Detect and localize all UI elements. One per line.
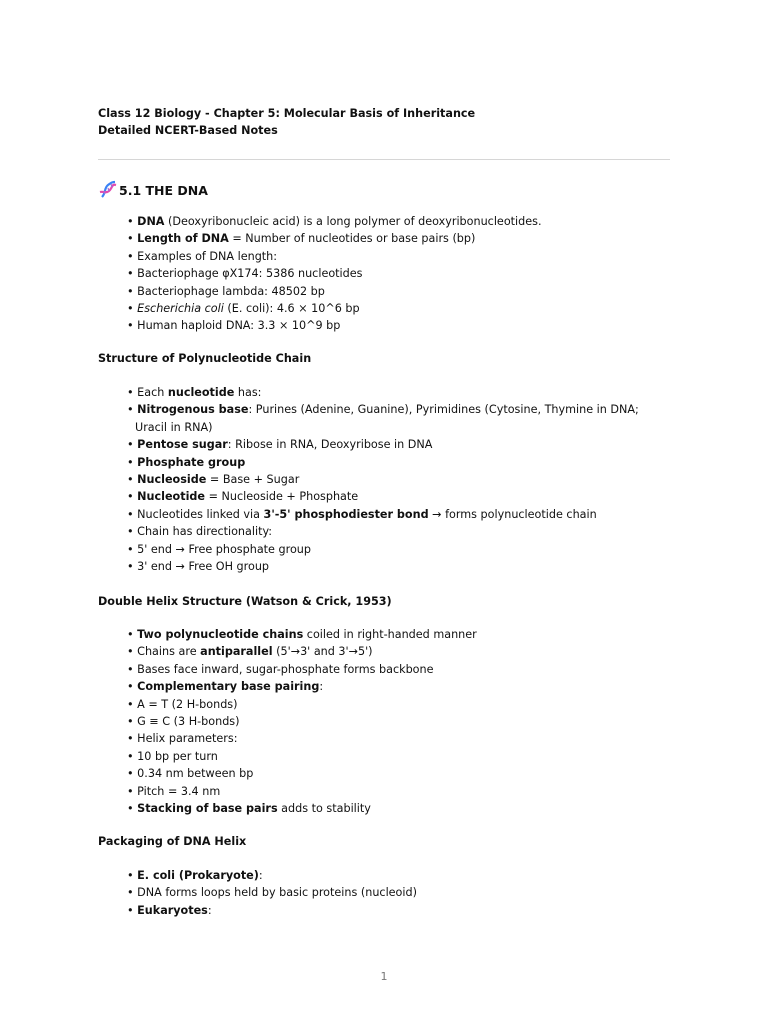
list-item: • Bases face inward, sugar-phosphate forms backbone xyxy=(127,662,434,676)
item-term: DNA xyxy=(137,215,165,228)
intro-bullet-list xyxy=(127,213,667,335)
item-text: Chains are xyxy=(137,645,201,659)
document-header xyxy=(98,106,475,139)
list-item: • Bacteriophage φX174: 5386 nucleotides xyxy=(127,267,363,281)
section-heading xyxy=(98,180,208,200)
list-item: • Nucleotides linked via 3'-5' phosphodiester bond → forms polynucleotide chain xyxy=(127,507,597,521)
divider xyxy=(98,159,670,160)
item-text: Pitch = 3.4 nm xyxy=(137,784,221,798)
item-term: Nitrogenous base xyxy=(137,403,249,417)
item-text: : Ribose in RNA, Deoxyribose in DNA xyxy=(227,438,433,452)
list-item: • Nucleoside = Base + Sugar xyxy=(127,473,300,487)
item-term: antiparallel xyxy=(200,645,273,659)
item-text: = Nucleoside + Phosphate xyxy=(205,490,359,504)
item-species-name: Escherichia coli xyxy=(137,302,224,316)
list-item: • 0.34 nm between bp xyxy=(127,767,254,781)
item-term: E. coli (Prokaryote) xyxy=(137,869,259,882)
list-item: • Each nucleotide has: xyxy=(127,386,262,399)
item-text: has: xyxy=(234,386,262,399)
item-text: 3' end → Free OH group xyxy=(137,560,270,574)
list-item: • Length of DNA = Number of nucleotides or base pairs (bp) xyxy=(127,232,476,246)
item-term: Two polynucleotide chains xyxy=(137,628,304,641)
item-text: Chain has directionality: xyxy=(137,525,273,539)
list-item: • Eukaryotes: xyxy=(127,903,212,917)
item-text: Bases face inward, sugar-phosphate forms backbone xyxy=(137,662,434,676)
list-item: • Escherichia coli (E. coli): 4.6 × 10^6 bp xyxy=(127,302,360,316)
list-item: • Pentose sugar: Ribose in RNA, Deoxyribose in DNA xyxy=(127,438,433,452)
item-text: 0.34 nm between bp xyxy=(137,767,254,781)
list-item: • Bacteriophage lambda: 48502 bp xyxy=(127,284,325,298)
item-text: Bacteriophage lambda: 48502 bp xyxy=(137,284,325,298)
subheading-packaging: Packaging of DNA Helix xyxy=(98,835,247,848)
list-item: • E. coli (Prokaryote): xyxy=(127,869,263,882)
list-item: • Phosphate group xyxy=(127,455,246,469)
list-item: • DNA forms loops held by basic proteins (nucleoid) xyxy=(127,886,417,900)
list-item: • Complementary base pairing: xyxy=(127,680,324,694)
item-text: DNA forms loops held by basic proteins (nucleoid) xyxy=(137,886,417,900)
item-text: → forms polynucleotide chain xyxy=(428,507,597,521)
item-text: G ≡ C (3 H-bonds) xyxy=(137,715,240,729)
item-text: : xyxy=(207,903,212,917)
list-item: • Helix parameters: xyxy=(127,732,238,746)
list-item: • Chain has directionality: xyxy=(127,525,273,539)
item-term: 3'-5' phosphodiester bond xyxy=(263,507,429,521)
list-item: • 10 bp per turn xyxy=(127,749,218,763)
item-text: : Purines (Adenine, Guanine), Pyrimidines (Cytosine, Thymine in DNA; Uracil in RNA) xyxy=(135,403,639,434)
item-text: A = T (2 H-bonds) xyxy=(137,697,238,711)
item-text: 5' end → Free phosphate group xyxy=(137,542,311,556)
item-text: Bacteriophage φX174: 5386 nucleotides xyxy=(137,267,363,281)
item-term: Eukaryotes xyxy=(137,903,208,917)
item-term: Nucleoside xyxy=(137,473,207,487)
item-text: : xyxy=(258,869,263,882)
header-title: Class 12 Biology - Chapter 5: Molecular Basis of Inheritance xyxy=(98,107,476,120)
item-text: coiled in right-handed manner xyxy=(303,628,477,641)
polynucleotide-bullet-list xyxy=(127,384,667,575)
item-text: = Base + Sugar xyxy=(206,473,300,487)
list-item: • DNA (Deoxyribonucleic acid) is a long polymer of deoxyribonucleotides. xyxy=(127,215,542,228)
list-item: • Nucleotide = Nucleoside + Phosphate xyxy=(127,490,359,504)
double-helix-bullet-list xyxy=(127,626,667,817)
item-term: nucleotide xyxy=(167,386,235,399)
item-term: Stacking of base pairs xyxy=(137,802,278,816)
list-item: • G ≡ C (3 H-bonds) xyxy=(127,715,240,729)
list-item: • Pitch = 3.4 nm xyxy=(127,784,221,798)
list-item: • 5' end → Free phosphate group xyxy=(127,542,311,556)
item-text: Each xyxy=(137,386,168,399)
item-term: Nucleotide xyxy=(137,490,206,504)
item-term: Pentose sugar xyxy=(137,438,228,452)
list-item: • Examples of DNA length: xyxy=(127,249,278,263)
header-subtitle: Detailed NCERT-Based Notes xyxy=(98,123,278,137)
subheading-polynucleotide: Structure of Polynucleotide Chain xyxy=(98,352,312,365)
item-term: Complementary base pairing xyxy=(137,680,320,694)
item-text: (Deoxyribonucleic acid) is a long polymer of deoxyribonucleotides. xyxy=(164,215,542,228)
list-item: • Stacking of base pairs adds to stability xyxy=(127,802,371,816)
list-item: • 3' end → Free OH group xyxy=(127,560,270,574)
item-text: 10 bp per turn xyxy=(137,749,218,763)
item-text: Helix parameters: xyxy=(137,732,238,746)
item-text: Human haploid DNA: 3.3 × 10^9 bp xyxy=(137,319,341,333)
item-text: (5'→3' and 3'→5') xyxy=(272,645,373,659)
dna-icon xyxy=(98,180,118,200)
item-term: Phosphate group xyxy=(137,455,246,469)
item-text: : xyxy=(319,680,324,694)
item-text: adds to stability xyxy=(277,802,371,816)
list-item: • Two polynucleotide chains coiled in right-handed manner xyxy=(127,628,477,641)
page-number: 1 xyxy=(380,970,388,983)
list-item: • Chains are antiparallel (5'→3' and 3'→5') xyxy=(127,645,373,659)
subheading-double-helix: Double Helix Structure (Watson & Crick, 1953) xyxy=(98,595,392,608)
item-text: = Number of nucleotides or base pairs (bp) xyxy=(228,232,476,246)
section-title: 5.1 THE DNA xyxy=(119,182,208,198)
item-text: (E. coli): 4.6 × 10^6 bp xyxy=(223,302,360,316)
list-item: • Human haploid DNA: 3.3 × 10^9 bp xyxy=(127,319,341,333)
list-item: • A = T (2 H-bonds) xyxy=(127,697,238,711)
item-text: Nucleotides linked via xyxy=(137,507,264,521)
item-text: Examples of DNA length: xyxy=(137,249,278,263)
packaging-bullet-list xyxy=(127,867,667,919)
list-item: • Nitrogenous base: Purines (Adenine, Guanine), Pyrimidines (Cytosine, Thymine in DNA; Uracil in RNA) xyxy=(127,403,639,434)
item-term: Length of DNA xyxy=(137,232,229,246)
